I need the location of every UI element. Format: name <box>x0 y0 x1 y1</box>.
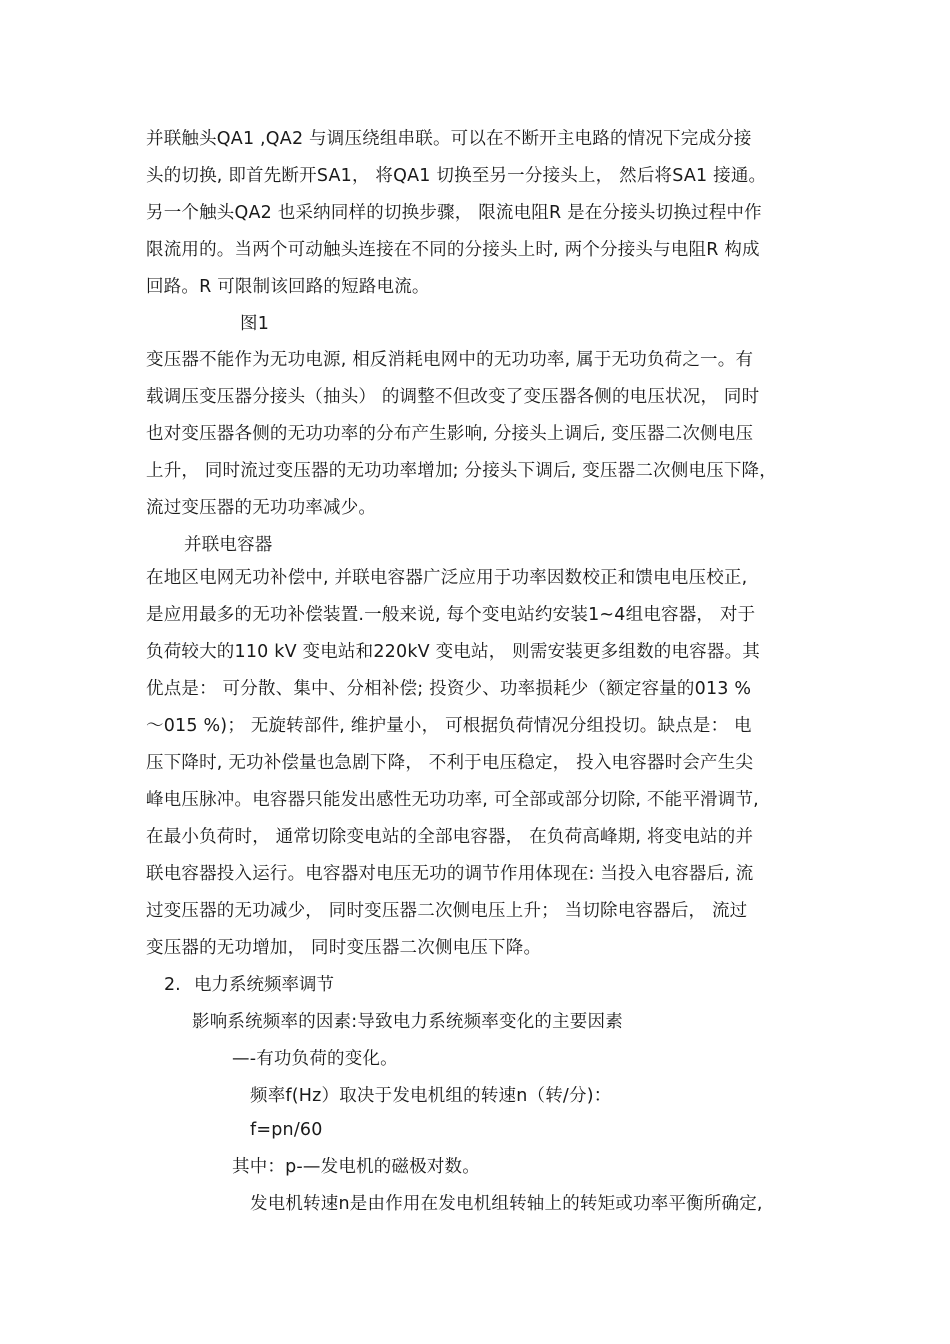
paragraph-line: 峰电压脉冲。电容器只能发出感性无功功率, 可全部或部分切除, 不能平滑调节, <box>146 790 759 810</box>
paragraph-line: —-有功负荷的变化。 <box>232 1049 398 1069</box>
paragraph-line: 负荷较大的110 kV 变电站和220kV 变电站， 则需安装更多组数的电容器。其 <box>146 642 760 662</box>
paragraph-line: 在最小负荷时， 通常切除变电站的全部电容器， 在负荷高峰期, 将变电站的并 <box>146 827 754 847</box>
paragraph-line: 变压器的无功增加， 同时变压器二次侧电压下降。 <box>146 938 542 958</box>
paragraph-line: ～015 %)； 无旋转部件, 维护量小， 可根据负荷情况分组投切。缺点是： 电 <box>146 716 752 736</box>
paragraph-line: 流过变压器的无功功率减少。 <box>146 498 377 518</box>
paragraph-line: 优点是： 可分散、集中、分相补偿; 投资少、功率损耗少（额定容量的013 % <box>146 679 752 699</box>
subsection-heading: 并联电容器 <box>184 535 273 555</box>
paragraph-line: 发电机转速n是由作用在发电机组转轴上的转矩或功率平衡所确定, <box>250 1194 763 1214</box>
paragraph-line: 联电容器投入运行。电容器对电压无功的调节作用体现在: 当投入电容器后, 流 <box>146 864 754 884</box>
paragraph-line: 上升， 同时流过变压器的无功功率增加; 分接头下调后, 变压器二次侧电压下降， <box>146 461 777 481</box>
paragraph-line: 限流用的。当两个可动触头连接在不同的分接头上时, 两个分接头与电阻R 构成 <box>146 240 760 260</box>
paragraph-line: 影响系统频率的因素:导致电力系统频率变化的主要因素 <box>192 1012 623 1032</box>
paragraph-line: 压下降时, 无功补偿量也急剧下降， 不利于电压稳定， 投入电容器时会产生尖 <box>146 753 754 773</box>
paragraph-line: 过变压器的无功减少， 同时变压器二次侧电压上升； 当切除电容器后， 流过 <box>146 901 748 921</box>
paragraph-line: 回路。R 可限制该回路的短路电流。 <box>146 277 430 297</box>
paragraph-line: 载调压变压器分接头（抽头） 的调整不但改变了变压器各侧的电压状况， 同时 <box>146 387 760 407</box>
formula: f=pn/60 <box>250 1120 323 1140</box>
paragraph-line: 其中：p-—发电机的磁极对数。 <box>232 1157 480 1177</box>
paragraph-line: 是应用最多的无功补偿装置.一般来说, 每个变电站约安装1~4组电容器， 对于 <box>146 605 756 625</box>
paragraph-line: 也对变压器各侧的无功功率的分布产生影响, 分接头上调后, 变压器二次侧电压 <box>146 424 754 444</box>
section-heading <box>164 974 334 996</box>
paragraph-line: 变压器不能作为无功电源, 相反消耗电网中的无功功率, 属于无功负荷之一。有 <box>146 350 754 370</box>
section-number: 2. <box>164 975 181 995</box>
figure-caption: 图1 <box>240 314 270 334</box>
paragraph-line: 另一个触头QA2 也采纳同样的切换步骤， 限流电阻R 是在分接头切换过程中作 <box>146 203 762 223</box>
paragraph-line: 频率f(Hz）取决于发电机组的转速n（转/分)： <box>250 1086 612 1106</box>
paragraph-line: 在地区电网无功补偿中, 并联电容器广泛应用于功率因数校正和馈电电压校正, <box>146 568 748 588</box>
paragraph-line: 头的切换, 即首先断开SA1， 将QA1 切换至另一分接头上， 然后将SA1 接通。 <box>146 166 767 186</box>
section-title: 电力系统频率调节 <box>194 975 334 995</box>
paragraph-line: 并联触头QA1 ,QA2 与调压绕组串联。可以在不断开主电路的情况下完成分接 <box>146 129 752 149</box>
